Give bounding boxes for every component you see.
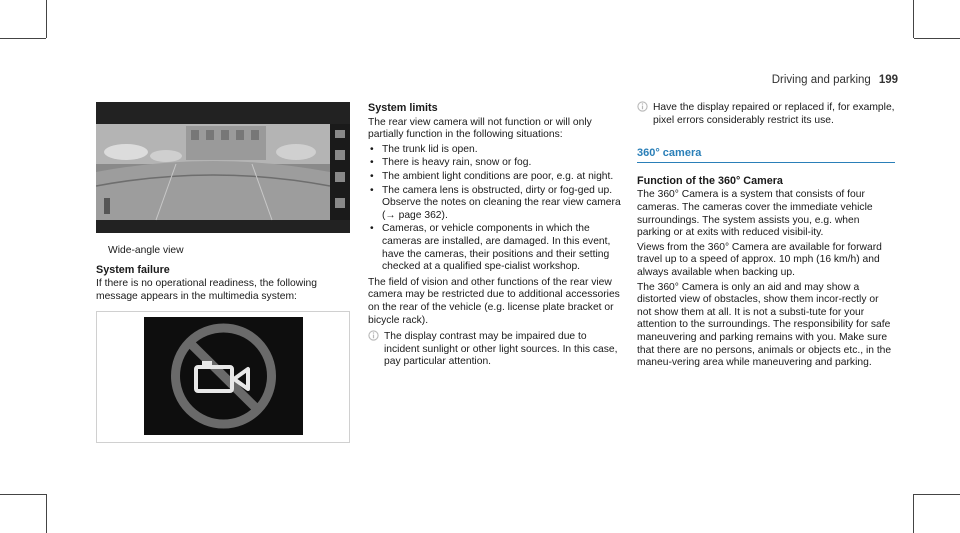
system-failure-heading: System failure [96, 263, 170, 276]
camera-view-illustration [96, 102, 350, 233]
list-item: • The ambient light conditions are poor, e.g. at night. [370, 170, 614, 182]
wide-angle-camera-image [96, 102, 350, 233]
camera-unavailable-icon [144, 317, 303, 435]
function-heading: Function of the 360° Camera [637, 174, 783, 187]
column-middle [368, 102, 624, 373]
display-contrast-note: The display contrast may be impaired due to incident sunlight or other light sources. In this case, pay particular attention. [368, 331, 624, 369]
crop-mark [913, 0, 914, 38]
list-item: • The camera lens is obstructed, dirty or fog-ged up. Observe the notes on cleaning the rear view camera (→ page 362). [370, 184, 621, 221]
system-limits-heading: System limits [368, 102, 438, 114]
info-note-icon [368, 330, 379, 341]
section-name: Driving and parking [771, 74, 871, 86]
crop-mark [914, 494, 960, 495]
display-repair-note: Have the display repaired or replaced if, for example, pixel errors considerably restrict its use. [637, 102, 895, 127]
list-item: • The trunk lid is open. [370, 143, 478, 155]
section-rule [637, 162, 895, 163]
list-item: • Cameras, or vehicle components in which the cameras are installed, are damaged. In this event, have the cameras, their positions and their setting checked at a qualified spe-cialist workshop. [370, 223, 611, 273]
function-paragraph-1: The 360° Camera is a system that consists of four cameras. The cameras cover the immediate vehicle surroundings. The system assists you, e.g. when parking or at exits with reduced visibil-ity. [637, 189, 873, 239]
column-right [637, 102, 895, 372]
page-number: 199 [878, 74, 898, 86]
limits-list [368, 144, 624, 274]
list-item: • There is heavy rain, snow or fog. [370, 157, 532, 169]
section-title-360-camera: 360° camera [637, 147, 702, 160]
system-failure-text: If there is no operational readiness, the following message appears in the multimedia system: [96, 278, 317, 302]
failure-message-figure [96, 311, 350, 443]
function-paragraph-2: Views from the 360° Camera are available for forward travel up to a speed of approx. 10 mph (16 km/h) and always available when backing up. [637, 241, 882, 278]
page-header [772, 74, 898, 86]
crop-mark [913, 494, 914, 533]
info-note-icon [637, 101, 648, 112]
crop-mark [914, 38, 960, 39]
image-caption: Wide-angle view [108, 245, 184, 256]
system-limits-intro: The rear view camera will not function or will only partially function in the following situations: [368, 116, 592, 141]
crop-mark [0, 38, 46, 39]
failure-screen [144, 317, 303, 435]
crop-mark [46, 494, 47, 533]
function-paragraph-3: The 360° Camera is only an aid and may show a distorted view of obstacles, show them incor-rectly or not show them at all. It is not a substi-tute for your attention to the surroundings. The responsibility for safe maneuvering and parking remains with you. Make sure that there are no persons, animals or objects etc., in the maneu-vering area while maneuvering and parking. [637, 281, 892, 369]
crop-mark [46, 0, 47, 38]
crop-mark [0, 494, 46, 495]
accessories-paragraph: The field of vision and other functions of the rear view camera may be restricted due to additional accessories on the rear of the vehicle (e.g. license plate bracket or bicycle rack). [368, 276, 620, 326]
column-left [96, 102, 350, 443]
